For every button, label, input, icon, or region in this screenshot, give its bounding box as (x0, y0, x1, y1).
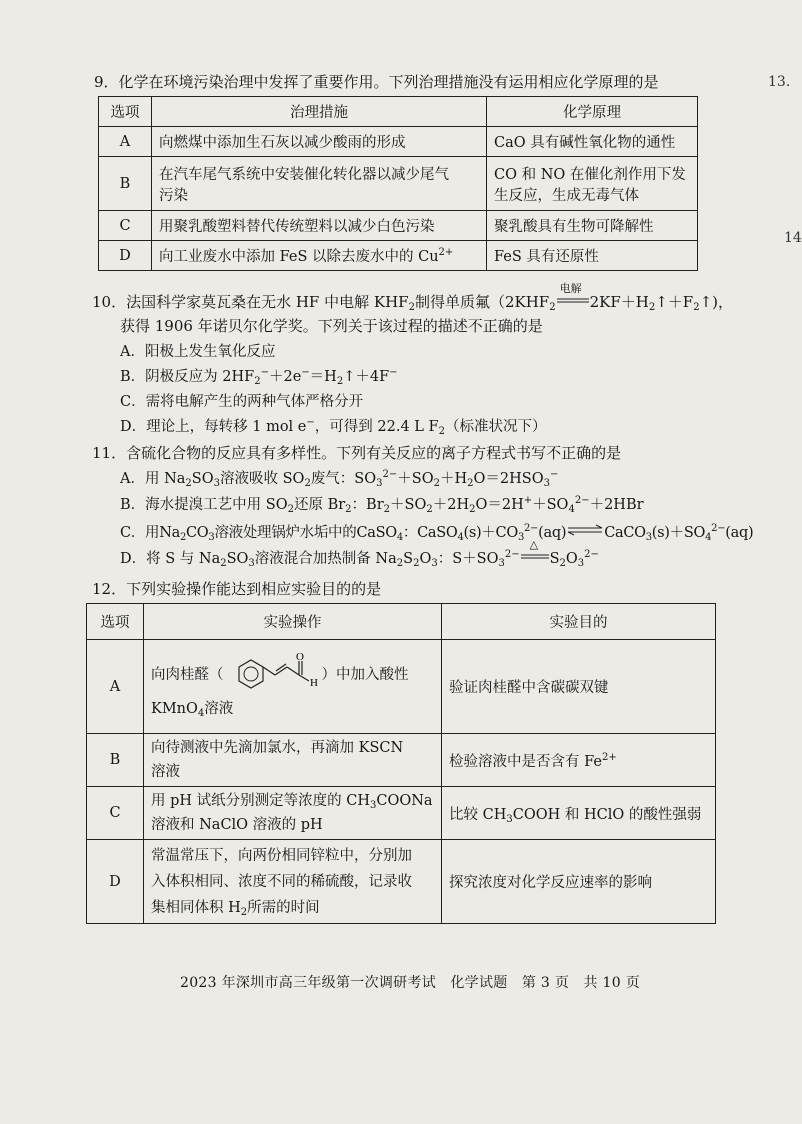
q11-option-b: B．海水提溴工艺中用 $SO_2$还原 $Br_2$：$Br_2+SO_2+2H_2O=2H^++SO_4^{2-}+2HBr$ (120, 495, 644, 515)
q9-row-d-principle: FeS 具有还原性 (487, 241, 698, 271)
q12-row-d-operation: 常温常压下，向两份相同锌粒中，分别加 入体积相同、浓度不同的稀硫酸，记录收 集相同体积 $H_2$所需的时间 (144, 840, 442, 924)
q12-row-d (87, 840, 716, 924)
q12-row-a-option: A (87, 640, 144, 734)
q12-header-option: 选项 (87, 604, 144, 640)
q9-row-d (99, 241, 698, 271)
q12-row-d-option: D (87, 840, 144, 924)
q9-row-a (99, 127, 698, 157)
equilibrium-arrow (566, 521, 604, 539)
margin-question-13: 13. (768, 74, 791, 90)
q12-row-b-purpose: 检验溶液中是否含有 $Fe^{2+}$ (442, 734, 716, 787)
q12-stem: 12．下列实验操作能达到相应实验目的的是 (92, 580, 382, 598)
electrolysis-arrow: 电解 (559, 282, 582, 295)
q12-row-c (87, 787, 716, 840)
q12-row-b-operation: 向待测液中先滴加氯水，再滴加 KSCN 溶液 (144, 734, 442, 787)
q9-row-c-measure: 用聚乳酸塑料替代传统塑料以减少白色污染 (152, 211, 487, 241)
q11-option-d: D．将 S 与 $Na_2SO_3$溶液混合加热制备 $Na_2S_2O_3$：$S+SO_3^{2-}$ △ $S_2O_3^{2-}$ (120, 538, 599, 569)
q10-option-b: B．阴极反应为 $2HF_2^-+2e^-=H_2↑+4F^-$ (120, 367, 398, 387)
q12-row-a (87, 640, 716, 734)
q12-row-a-purpose: 验证肉桂醛中含碳碳双键 (442, 640, 716, 734)
q12-header-purpose: 实验目的 (442, 604, 716, 640)
heating-arrow: △ (529, 538, 539, 551)
q9-header-option: 选项 (99, 97, 152, 127)
q12-row-a-operation: 向肉桂醛（ O H ）中加入酸性 KMnO$_4$溶液 (144, 640, 442, 734)
q12-row-c-purpose: 比较 $CH_3COOH$ 和 HClO 的酸性强弱 (442, 787, 716, 840)
q10-stem: 10．法国科学家莫瓦桑在无水 HF 中电解 $KHF_2$制得单质氟（$2KHF_2$ 电解 $2KF+H_2↑+F_2↑$)， (92, 282, 733, 313)
q12-header-operation: 实验操作 (144, 604, 442, 640)
q9-row-b-option: B (99, 157, 152, 211)
aldehyde-h-label: H (309, 676, 318, 689)
carbonyl-o-label: O (295, 650, 304, 663)
q9-stem: 9．化学在环境污染治理中发挥了重要作用。下列治理措施没有运用相应化学原理的是 (94, 73, 659, 91)
q12-table (86, 603, 716, 924)
q12-row-b (87, 734, 716, 787)
q12-row-d-purpose: 探究浓度对化学反应速率的影响 (442, 840, 716, 924)
q9-row-c-principle: 聚乳酸具有生物可降解性 (487, 211, 698, 241)
q11-stem: 11．含硫化合物的反应具有多样性。下列有关反应的离子方程式书写不正确的是 (92, 444, 622, 462)
q10-stem-line2: 获得 1906 年诺贝尔化学奖。下列关于该过程的描述不正确的是 (120, 317, 543, 335)
q9-row-a-measure: 向燃煤中添加生石灰以减少酸雨的形成 (152, 127, 487, 157)
cinnamaldehyde-structure (225, 650, 321, 697)
q9-row-d-measure: 向工业废水中添加 FeS 以除去废水中的 $Cu^{2+}$ (152, 241, 487, 271)
q9-row-b-principle: CO 和 NO 在催化剂作用下发 生反应，生成无毒气体 (487, 157, 698, 211)
q12-row-c-option: C (87, 787, 144, 840)
q9-row-b (99, 157, 698, 211)
q10-option-a: A．阳极上发生氧化反应 (120, 344, 276, 360)
q9-row-c (99, 211, 698, 241)
q9-row-d-option: D (99, 241, 152, 271)
page-footer: 2023 年深圳市高三年级第一次调研考试 化学试题 第 3 页 共 10 页 (180, 975, 640, 991)
q9-row-b-measure: 在汽车尾气系统中安装催化转化器以减少尾气 污染 (152, 157, 487, 211)
q9-header-measure: 治理措施 (152, 97, 487, 127)
q9-row-a-principle: CaO 具有碱性氧化物的通性 (487, 127, 698, 157)
q12-row-c-operation: 用 pH 试纸分别测定等浓度的 $CH_3COONa$ 溶液和 NaClO 溶液的 pH (144, 787, 442, 840)
q11-option-c: C．用$Na_2CO_3$溶液处理锅炉水垢中的CaSO$_4$：$CaSO_4(s)+CO_3^{2-}(aq)$ $CaCO_3(s)+SO_4^{2-}(aq)$ (120, 523, 754, 543)
margin-question-14: 14 (784, 230, 802, 246)
q9-table (98, 96, 698, 271)
q9-header-principle: 化学原理 (487, 97, 698, 127)
q9-row-a-option: A (99, 127, 152, 157)
q11-option-a: A．用 $Na_2SO_3$溶液吸收 $SO_2$废气：$SO_3^{2-}+SO_2+H_2O=2HSO_3^-$ (120, 469, 559, 489)
q10-option-c: C．需将电解产生的两种气体严格分开 (120, 394, 364, 410)
q12-row-b-option: B (87, 734, 144, 787)
q10-option-d: D．理论上，每转移 1 mol e−，可得到 22.4 L $F_2$（标准状况下） (120, 417, 547, 437)
q9-row-c-option: C (99, 211, 152, 241)
